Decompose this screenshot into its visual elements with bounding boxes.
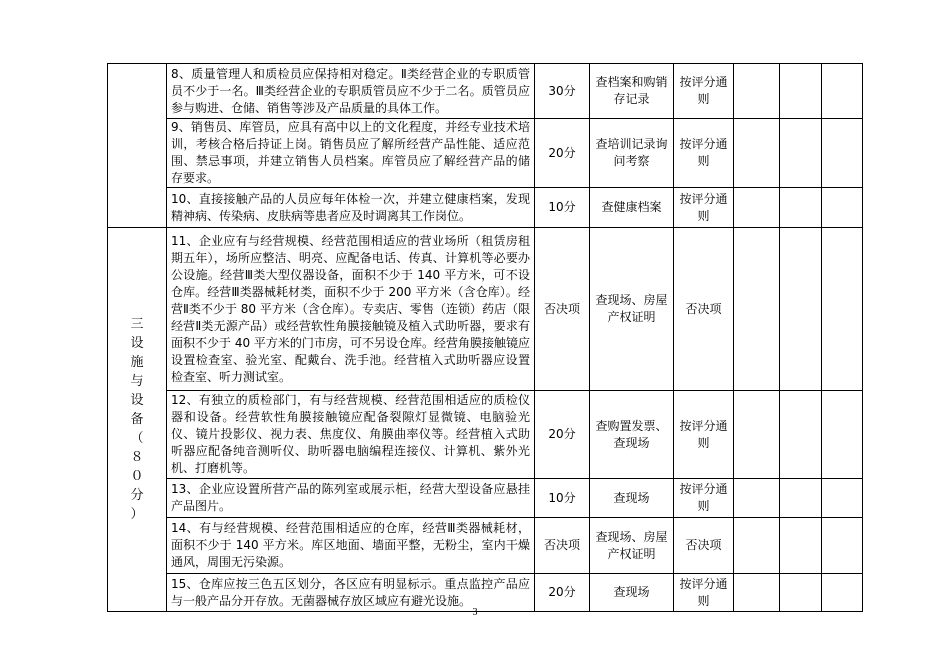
table-row [108,228,863,391]
item-check-method: 查现场 [590,574,674,612]
item-scoring-rule: 按评分通则 [674,64,734,119]
blank-cell [780,188,822,228]
page-number: 3 [472,607,478,618]
table-row [108,479,863,518]
table-row [108,188,863,228]
table-row [108,518,863,574]
blank-cell [734,574,780,612]
item-score: 否决项 [535,228,590,391]
item-content: 9、销售员、库管员，应具有高中以上的文化程度，并经专业技术培训，考核合格后持证上岗。销售员应了解所经营产品性能、适应范围、禁忌事项，并建立销售人员档案。库管员应了解经营产品的储存要求。 [167,119,535,188]
category-cell-facilities [108,228,167,612]
item-content: 15、仓库应按三色五区划分，各区应有明显标示。重点监控产品应与一般产品分开存放。无菌器械存放区域应有避光设施。 [167,574,535,612]
item-scoring-rule: 按评分通则 [674,119,734,188]
item-scoring-rule: 按评分通则 [674,574,734,612]
item-check-method: 查健康档案 [590,188,674,228]
blank-cell [822,188,863,228]
item-check-method: 查培训记录询问考察 [590,119,674,188]
blank-cell [780,518,822,574]
blank-cell [734,479,780,518]
blank-cell [780,479,822,518]
blank-cell [780,228,822,391]
table-row [108,64,863,119]
item-scoring-rule: 否决项 [674,518,734,574]
blank-cell [780,64,822,119]
item-content: 8、质量管理人和质检员应保持相对稳定。Ⅱ类经营企业的专职质管员不少于一名。Ⅲ类经营企业的专职质管员应不少于二名。质管员应参与购进、仓储、销售等涉及产品质量的具体工作。 [167,64,535,119]
blank-cell [822,119,863,188]
item-score: 10分 [535,479,590,518]
item-check-method: 查现场、房屋产权证明 [590,228,674,391]
blank-cell [822,479,863,518]
item-content: 11、企业应有与经营规模、经营范围相适应的营业场所（租赁房租期五年），场所应整洁、明亮、应配备电话、传真、计算机等必要办公设施。经营Ⅲ类大型仪器设备，面积不少于 140 平方米，可不设仓库。经营Ⅲ类器械耗材类，面积不少于 200 平方米（含仓库）。经营Ⅱ类不少于 80 平方米（含仓库）。专卖店、零售（连锁）药店（限经营Ⅱ类无源产品）或经营软性角膜接触镜及植入式助听器，要求有面积不少于 40 平方米的门市房，可不另设仓库。经营角膜接触镜应设置检查室、验光室、配戴台、洗手池。经营植入式助听器应设置检查室、听力测试室。 [167,228,535,391]
item-score: 10分 [535,188,590,228]
item-scoring-rule: 按评分通则 [674,391,734,479]
blank-cell [822,64,863,119]
category-label: 三 设 施 与 设 备 （ ８ ０ 分 ） [130,317,144,522]
item-content: 10、直接接触产品的人员应每年体检一次，并建立健康档案，发现精神病、传染病、皮肤病等患者应及时调离其工作岗位。 [167,188,535,228]
item-check-method: 查现场 [590,479,674,518]
item-score: 否决项 [535,518,590,574]
item-check-method: 查档案和购销存记录 [590,64,674,119]
item-content: 12、有独立的质检部门，有与经营规模、经营范围相适应的质检仪器和设备。经营软性角膜接触镜应配备裂隙灯显微镜、电脑验光仪、镜片投影仪、视力表、焦度仪、角膜曲率仪等。经营植入式助听器应配备纯音测听仪、助听器电脑编程连接仪、计算机、紫外光机、打磨机等。 [167,391,535,479]
category-cell-continued [108,64,167,228]
blank-cell [780,391,822,479]
item-content: 14、有与经营规模、经营范围相适应的仓库，经营Ⅲ类器械耗材，面积不少于 140 平方米。库区地面、墙面平整，无粉尘，室内干燥通风，周围无污染源。 [167,518,535,574]
item-score: 20分 [535,574,590,612]
item-scoring-rule: 按评分通则 [674,479,734,518]
blank-cell [734,518,780,574]
blank-cell [780,574,822,612]
blank-cell [822,574,863,612]
blank-cell [734,64,780,119]
blank-cell [822,391,863,479]
item-score: 20分 [535,119,590,188]
item-score: 20分 [535,391,590,479]
blank-cell [734,119,780,188]
item-content: 13、企业应设置所营产品的陈列室或展示柜，经营大型设备应悬挂产品图片。 [167,479,535,518]
blank-cell [780,119,822,188]
blank-cell [822,518,863,574]
blank-cell [734,228,780,391]
blank-cell [734,188,780,228]
item-score: 30分 [535,64,590,119]
blank-cell [822,228,863,391]
blank-cell [734,391,780,479]
evaluation-table [107,63,863,612]
item-check-method: 查现场、房屋产权证明 [590,518,674,574]
table-row [108,119,863,188]
item-check-method: 查购置发票、查现场 [590,391,674,479]
table-row [108,574,863,612]
table-row [108,391,863,479]
item-scoring-rule: 按评分通则 [674,188,734,228]
item-scoring-rule: 否决项 [674,228,734,391]
